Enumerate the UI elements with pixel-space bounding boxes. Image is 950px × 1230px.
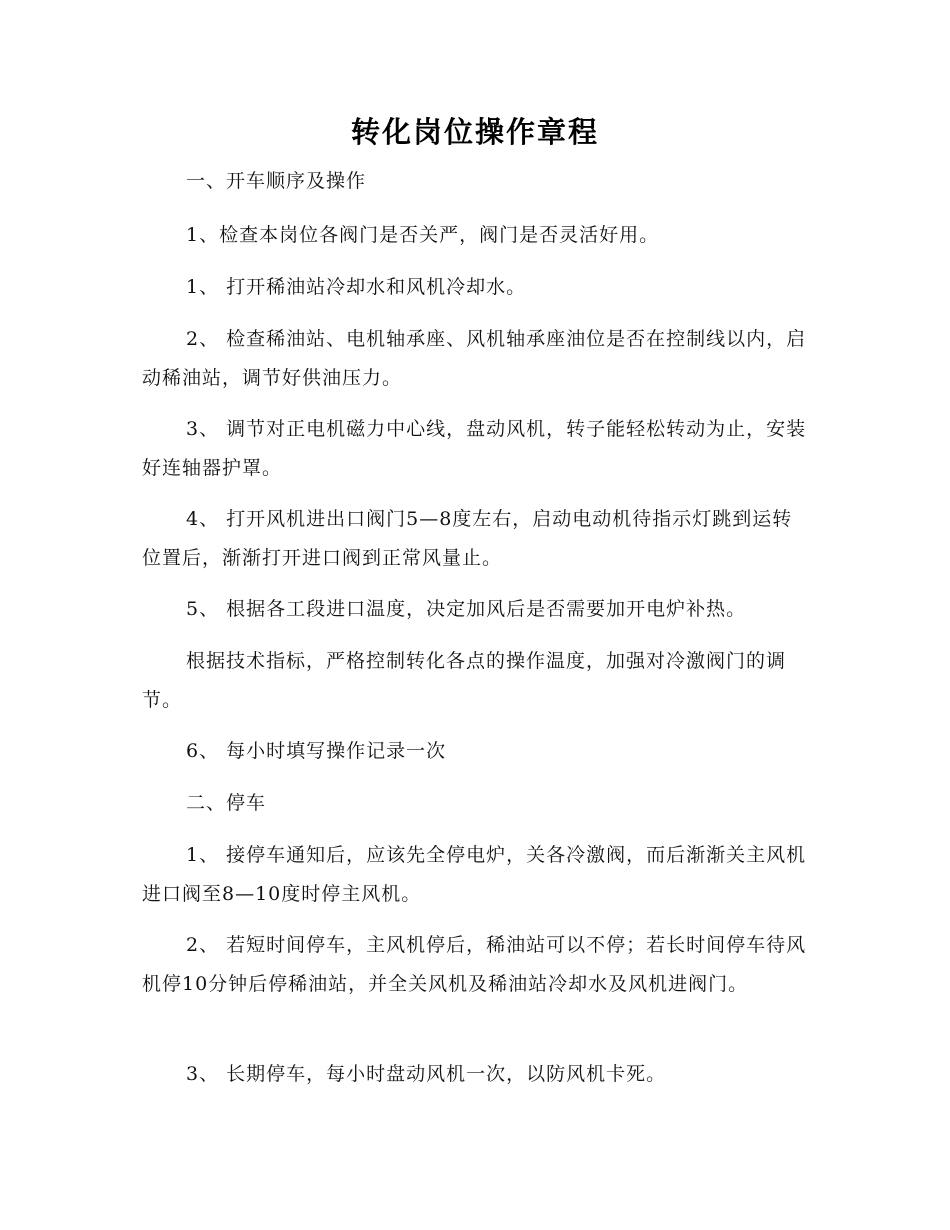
paragraph: 3、 调节对正电机磁力中心线，盘动风机，转子能轻松转动为止，安装好连轴器护罩。 <box>142 418 807 479</box>
paragraph: 6、 每小时填写操作记录一次 <box>186 740 447 762</box>
paragraph: 1、 接停车通知后，应该先全停电炉，关各冷激阀，而后渐渐关主风机进口阀至8—10度时停主风机。 <box>142 844 807 905</box>
paragraph: 根据技术指标，严格控制转化各点的操作温度，加强对冷激阀门的调节。 <box>142 650 787 711</box>
section-heading-startup: 一、开车顺序及操作 <box>186 170 367 192</box>
document-title: 转化岗位操作章程 <box>350 115 599 149</box>
paragraph: 5、 根据各工段进口温度，决定加风后是否需要加开电炉补热。 <box>186 598 747 620</box>
paragraph: 2、 检查稀油站、电机轴承座、风机轴承座油位是否在控制线以内，启动稀油站，调节好供油压力。 <box>142 328 807 389</box>
paragraph: 4、 打开风机进出口阀门5—8度左右，启动电动机待指示灯跳到运转位置后，渐渐打开进口阀到正常风量止。 <box>142 508 793 569</box>
section-heading-shutdown: 二、停车 <box>186 792 267 814</box>
paragraph: 3、 长期停车，每小时盘动风机一次，以防风机卡死。 <box>186 1063 667 1085</box>
paragraph: 1、 打开稀油站冷却水和风机冷却水。 <box>186 276 527 298</box>
paragraph: 2、 若短时间停车，主风机停后，稀油站可以不停；若长时间停车待风机停10分钟后停稀油站，并全关风机及稀油站冷却水及风机进阀门。 <box>142 934 807 995</box>
paragraph: 1、检查本岗位各阀门是否关严，阀门是否灵活好用。 <box>186 224 660 246</box>
